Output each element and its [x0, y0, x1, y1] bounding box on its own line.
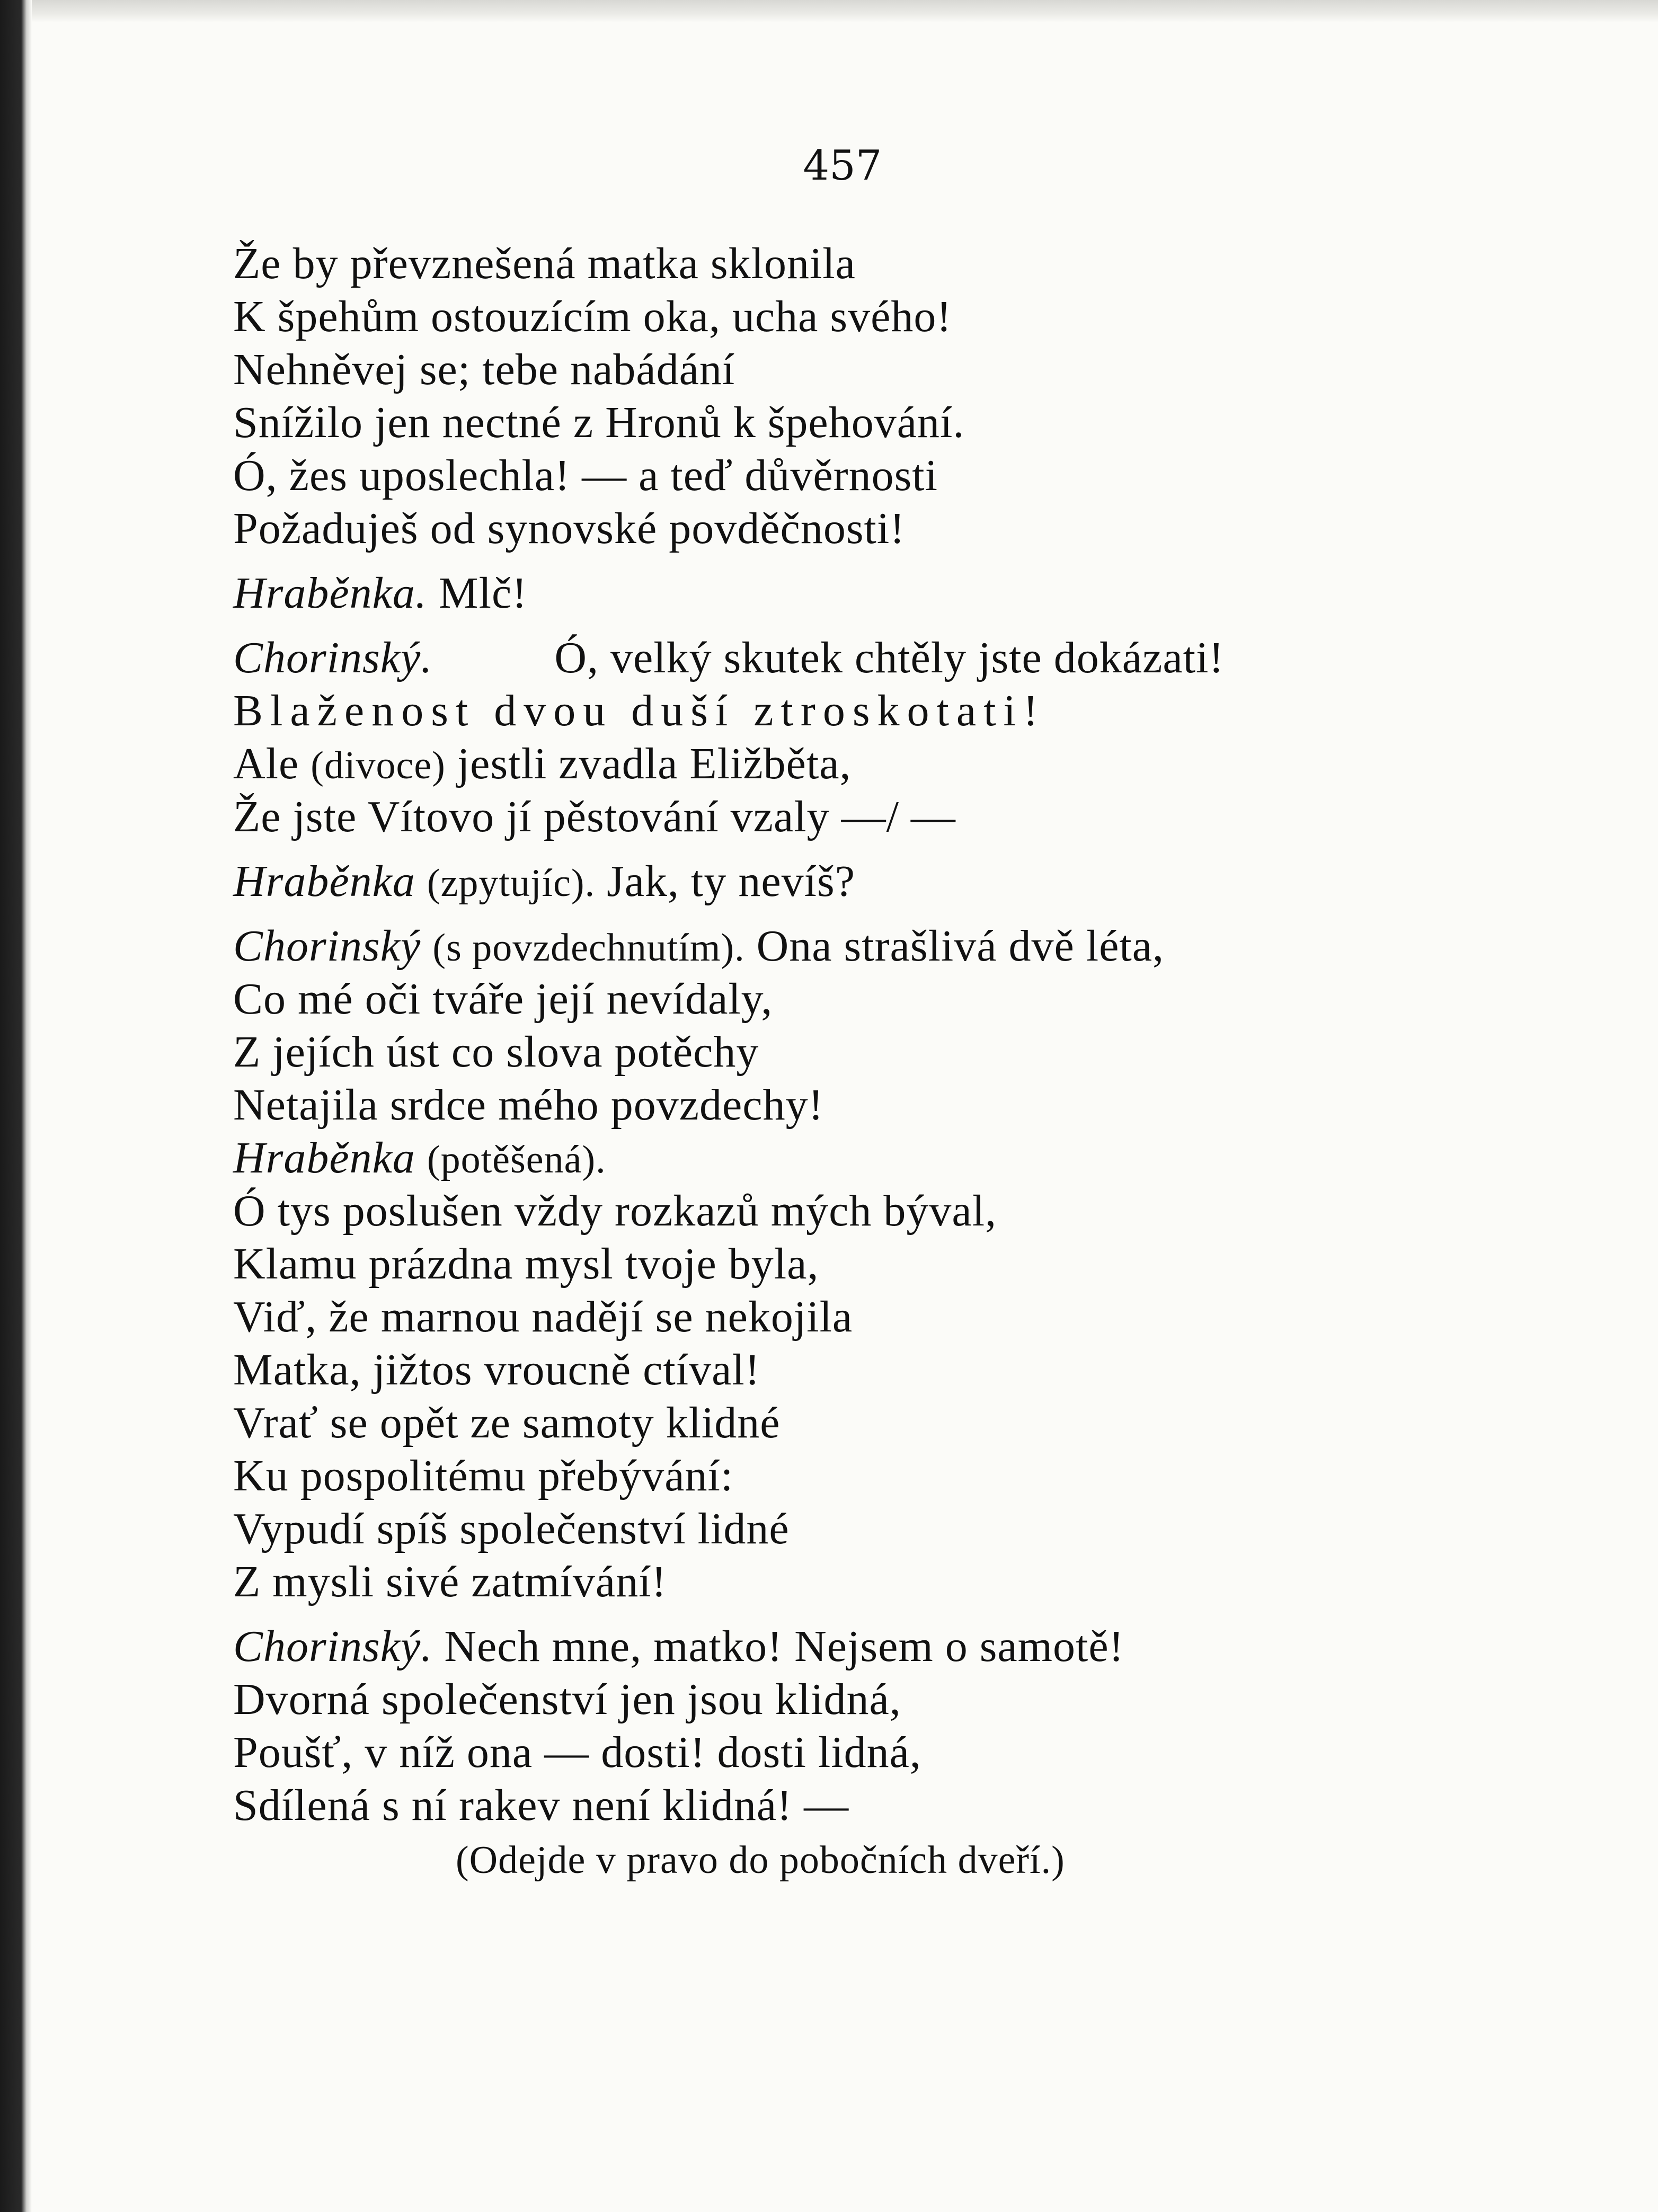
line-text: Mlč!: [427, 568, 528, 618]
line-text: Blaženost dvou duší ztroskotati!: [233, 686, 1045, 735]
line-text: Nech mne, matko! Nejsem o samotě!: [432, 1622, 1124, 1671]
line-text: Ó tys poslušen vždy rozkazů mých býval,: [233, 1186, 997, 1236]
speaker-line: [233, 1132, 1590, 1185]
speaker-name: Hraběnka: [233, 857, 415, 906]
speaker-name: Chorinský.: [233, 633, 433, 682]
verse-line: [233, 685, 1590, 738]
line-text: Klamu prázdna mysl tvoje byla,: [233, 1239, 819, 1289]
verse-line: [233, 1344, 1590, 1397]
verse-line: [233, 1779, 1590, 1832]
verse-line: [233, 343, 1590, 396]
line-text: Jak, ty nevíš?: [607, 857, 855, 906]
line-text: Vrať se opět ze samoty klidné: [233, 1398, 781, 1447]
line-text: Netajila srdce mého povzdechy!: [233, 1080, 824, 1130]
line-text: jestli zvadla Eližběta,: [457, 739, 852, 788]
line-text: Nehněvej se; tebe nabádání: [233, 345, 735, 394]
line-text: Z jejích úst co slova potěchy: [233, 1027, 759, 1077]
verse-line: [233, 449, 1590, 502]
line-text: Ale: [233, 739, 299, 788]
line-text: Viď, že marnou nadějí se nekojila: [233, 1292, 853, 1342]
stage-direction: (divoce): [311, 744, 446, 787]
top-edge: [32, 0, 1658, 22]
stage-direction: (zpytujíc).: [427, 861, 596, 905]
speaker-name: Hraběnka: [233, 1133, 415, 1183]
verse-line: [233, 1450, 1590, 1503]
line-text: Z mysli sivé zatmívání!: [233, 1557, 667, 1606]
line-text: Ku pospolitému přebývání:: [233, 1451, 734, 1500]
speaker-name: Hraběnka.: [233, 568, 427, 618]
verse-line: [233, 1503, 1590, 1556]
line-text: Ó, velký skutek chtěly jste dokázati!: [554, 633, 1225, 682]
verse-line: [233, 1673, 1590, 1726]
verse-line: [233, 1185, 1590, 1238]
line-text: Ona strašlivá dvě léta,: [756, 921, 1165, 971]
verse-line: [233, 1556, 1590, 1609]
line-text: Ó, žes uposlechla! — a teď důvěrnosti: [233, 451, 938, 500]
stage-direction: (s povzdechnutím).: [432, 926, 745, 970]
line-text: Požaduješ od synovské povděčnosti!: [233, 504, 906, 553]
speaker-line: [233, 920, 1590, 973]
binding-edge: [0, 0, 32, 2212]
verse-line: [233, 1026, 1590, 1079]
verse-line: [233, 973, 1590, 1026]
stage-direction-line: [233, 1832, 1590, 1885]
verse-line: [233, 1079, 1590, 1132]
verse-line: [233, 1397, 1590, 1450]
line-text: Poušť, v níž ona — dosti! dosti lidná,: [233, 1728, 921, 1777]
verse-line: [233, 396, 1590, 449]
verse-line: [233, 1291, 1590, 1344]
stage-direction: (Odejde v pravo do pobočních dveří.): [456, 1838, 1065, 1882]
verse-line: [233, 290, 1590, 343]
line-text: Sdílená s ní rakev není klidná! —: [233, 1781, 849, 1830]
verse-line: [233, 502, 1590, 555]
verse-line: [233, 1726, 1590, 1779]
verse-line: [233, 790, 1590, 843]
verse-line: [233, 738, 1590, 790]
speaker-line: [233, 567, 1590, 620]
stage-direction: (potěšená).: [427, 1138, 606, 1181]
line-text: Vypudí spíš společenství lidné: [233, 1504, 790, 1553]
line-text: Snížilo jen nectné z Hronů k špehování.: [233, 398, 965, 447]
speaker-name: Chorinský: [233, 921, 421, 971]
speaker-name: Chorinský.: [233, 1622, 433, 1671]
speaker-line: [233, 855, 1590, 908]
line-text: Co mé oči tváře její nevídaly,: [233, 974, 773, 1024]
verse-line: [233, 237, 1590, 290]
line-text: K špehům ostouzícím oka, ucha svého!: [233, 292, 952, 341]
page-number: 457: [803, 142, 882, 190]
line-text: Že jste Vítovo jí pěstování vzaly —/ —: [233, 792, 956, 841]
line-text: Že by převznešená matka sklonila: [233, 239, 856, 288]
speaker-line: [233, 632, 1590, 685]
verse-text: [233, 237, 1590, 1885]
speaker-line: [233, 1620, 1590, 1673]
line-text: Matka, jižtos vroucně ctíval!: [233, 1345, 760, 1394]
verse-line: [233, 1238, 1590, 1291]
line-text: Dvorná společenství jen jsou klidná,: [233, 1675, 901, 1724]
